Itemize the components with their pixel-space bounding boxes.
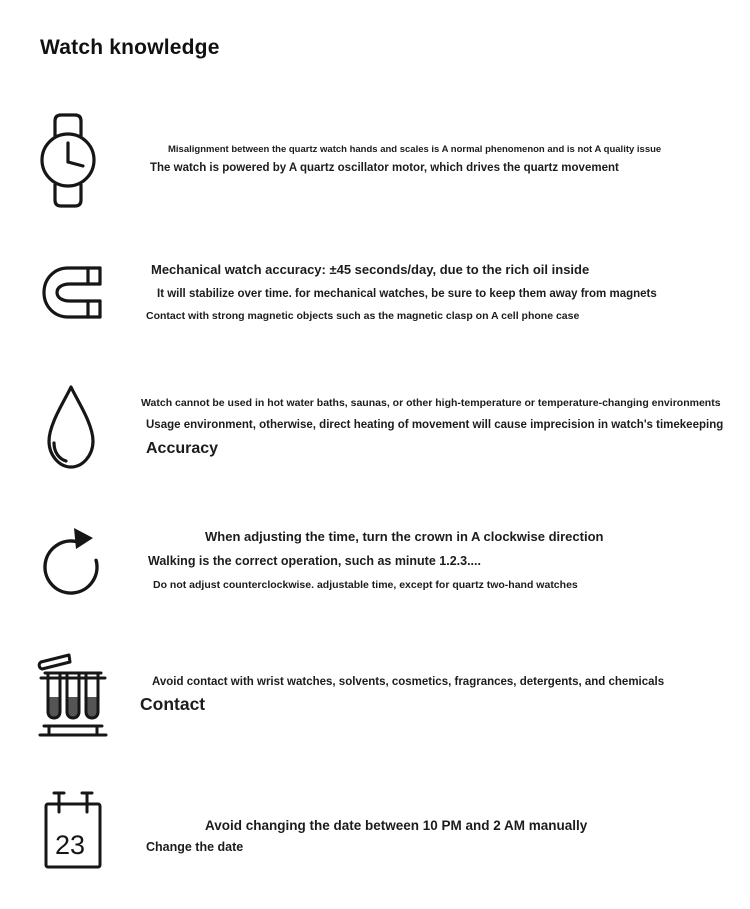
calendar-date: 23: [55, 830, 86, 860]
section-date-change: [0, 788, 750, 878]
keyword-line: Change the date: [146, 840, 244, 855]
note-line: Misalignment between the quartz watch hands and scales is A normal phenomenon and is not A quality issue: [168, 144, 662, 155]
test-tubes-icon: [36, 645, 110, 743]
note-line: Watch cannot be used in hot water baths, saunas, or other high-temperature or temperature-changing environments: [141, 397, 721, 409]
body-line: Usage environment, otherwise, direct heating of movement will cause imprecision in watch's timekeeping: [146, 419, 724, 432]
headline-line: Mechanical watch accuracy: ±45 seconds/day, due to the rich oil inside: [151, 262, 590, 277]
wristwatch-icon: [38, 112, 98, 209]
section-magnetism: [0, 258, 750, 338]
section-text: [140, 817, 744, 855]
keyword-line: Accuracy: [146, 440, 219, 458]
keyword-line: Contact: [140, 693, 206, 714]
body-line: It will stabilize over time. for mechanical watches, be sure to keep them away from magnets: [157, 287, 657, 300]
body-line: Avoid contact with wrist watches, solvents, cosmetics, fragrances, detergents, and chemicals: [152, 676, 665, 688]
body-line: Walking is the correct operation, such as minute 1.2.3....: [148, 553, 481, 568]
section-text: [140, 262, 744, 324]
note-line: Contact with strong magnetic objects such as the magnetic clasp on A cell phone case: [146, 310, 580, 323]
section-quartz-movement: [0, 112, 750, 212]
water-drop-icon: [42, 382, 100, 474]
headline-line: When adjusting the time, turn the crown in A clockwise direction: [205, 529, 604, 544]
section-text: [140, 397, 744, 460]
section-text: [140, 144, 744, 176]
headline-line: Avoid changing the date between 10 PM and 2 AM manually: [205, 818, 588, 833]
page-title: Watch knowledge: [40, 36, 220, 59]
section-time-adjustment: [0, 520, 750, 610]
note-line: Do not adjust counterclockwise. adjustable time, except for quartz two-hand watches: [153, 578, 578, 591]
clockwise-arrow-icon: [40, 525, 105, 605]
magnet-icon: [40, 263, 103, 323]
section-text: [140, 529, 744, 592]
calendar-icon: [42, 790, 104, 871]
section-text: [140, 675, 744, 715]
section-chemicals: [0, 642, 750, 747]
section-temperature: [0, 380, 750, 480]
body-line: The watch is powered by A quartz oscillator motor, which drives the quartz movement: [150, 162, 619, 175]
